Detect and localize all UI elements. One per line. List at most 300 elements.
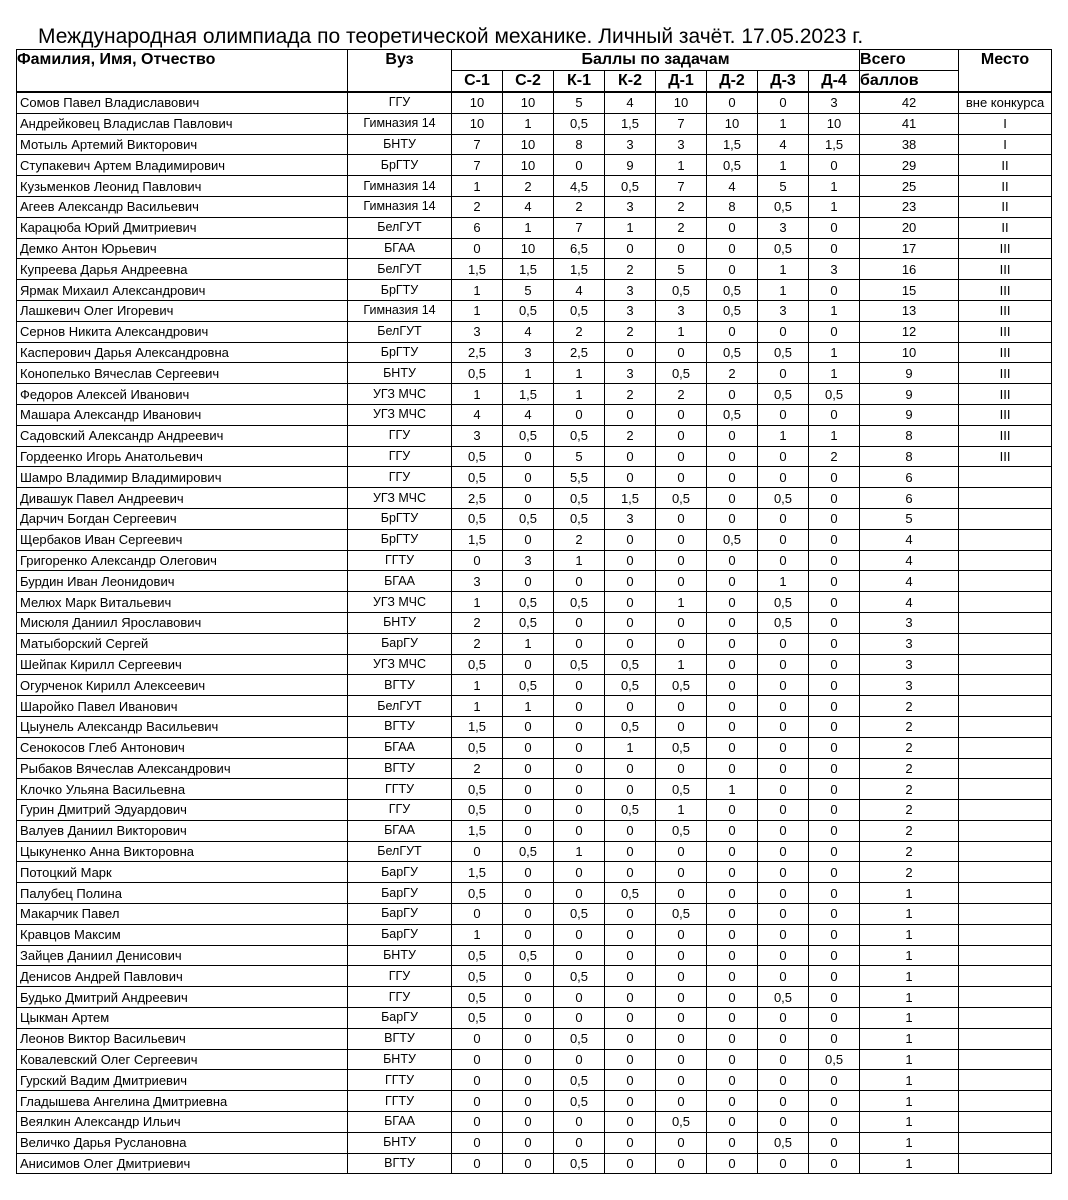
table-row — [17, 1070, 1052, 1091]
cell-score: 0,5 — [554, 488, 605, 509]
cell-total: 8 — [860, 425, 959, 446]
cell-place: III — [959, 446, 1052, 467]
cell-score: 7 — [656, 176, 707, 197]
cell-score: 3 — [656, 134, 707, 155]
cell-score: 0 — [758, 446, 809, 467]
cell-score: 1 — [452, 176, 503, 197]
cell-score: 0 — [503, 1112, 554, 1133]
table-row — [17, 571, 1052, 592]
cell-total: 29 — [860, 155, 959, 176]
table-header — [17, 50, 1052, 93]
cell-name: Будько Дмитрий Андреевич — [17, 987, 348, 1008]
cell-total: 41 — [860, 113, 959, 134]
cell-score: 0 — [656, 1028, 707, 1049]
cell-score: 0 — [809, 592, 860, 613]
cell-total: 1 — [860, 1132, 959, 1153]
cell-score: 0 — [605, 779, 656, 800]
cell-score: 0 — [656, 1153, 707, 1174]
cell-score: 0,5 — [758, 384, 809, 405]
cell-score: 9 — [605, 155, 656, 176]
cell-score: 0 — [503, 966, 554, 987]
cell-score: 0,5 — [503, 841, 554, 862]
header-place: Место — [959, 50, 1052, 93]
cell-total: 1 — [860, 904, 959, 925]
cell-score: 0 — [809, 571, 860, 592]
cell-university: ГГТУ — [348, 1070, 452, 1091]
cell-score: 0 — [554, 1008, 605, 1029]
cell-score: 0 — [707, 592, 758, 613]
table-row — [17, 592, 1052, 613]
table-row — [17, 363, 1052, 384]
cell-score: 10 — [503, 238, 554, 259]
cell-university: ГГУ — [348, 800, 452, 821]
cell-name: Демко Антон Юрьевич — [17, 238, 348, 259]
cell-score: 0 — [503, 737, 554, 758]
table-row — [17, 1153, 1052, 1174]
cell-score: 1,5 — [452, 820, 503, 841]
cell-name: Шаройко Павел Иванович — [17, 696, 348, 717]
cell-total: 6 — [860, 467, 959, 488]
cell-score: 0 — [656, 716, 707, 737]
cell-score: 0 — [503, 1153, 554, 1174]
header-scores-group: Баллы по задачам — [452, 50, 860, 71]
cell-score: 0 — [707, 737, 758, 758]
cell-score: 1 — [656, 321, 707, 342]
cell-name: Конопелько Вячеслав Сергеевич — [17, 363, 348, 384]
cell-score: 0 — [656, 571, 707, 592]
cell-score: 0 — [554, 779, 605, 800]
cell-score: 7 — [656, 113, 707, 134]
cell-score: 0,5 — [452, 987, 503, 1008]
cell-score: 1 — [758, 425, 809, 446]
cell-score: 0 — [656, 633, 707, 654]
cell-score: 0 — [758, 654, 809, 675]
cell-total: 1 — [860, 945, 959, 966]
cell-score: 0 — [605, 1028, 656, 1049]
cell-score: 0 — [809, 238, 860, 259]
cell-score: 0 — [452, 1153, 503, 1174]
cell-score: 0 — [707, 508, 758, 529]
cell-name: Сенокосов Глеб Антонович — [17, 737, 348, 758]
cell-total: 2 — [860, 779, 959, 800]
cell-score: 4 — [554, 280, 605, 301]
cell-score: 0,5 — [452, 800, 503, 821]
cell-score: 0 — [707, 612, 758, 633]
cell-total: 1 — [860, 966, 959, 987]
cell-place — [959, 1112, 1052, 1133]
cell-score: 0 — [605, 904, 656, 925]
cell-score: 0 — [707, 259, 758, 280]
cell-score: 0,5 — [707, 155, 758, 176]
table-row — [17, 800, 1052, 821]
cell-score: 0,5 — [656, 280, 707, 301]
cell-score: 10 — [452, 92, 503, 113]
cell-score: 7 — [452, 155, 503, 176]
cell-score: 0 — [809, 820, 860, 841]
header-total: Всего — [860, 50, 959, 71]
cell-university: БГАА — [348, 571, 452, 592]
cell-place: III — [959, 384, 1052, 405]
cell-university: БГАА — [348, 1112, 452, 1133]
cell-score: 0 — [758, 1112, 809, 1133]
cell-score: 0 — [656, 342, 707, 363]
cell-score: 3 — [503, 550, 554, 571]
cell-score: 1 — [554, 363, 605, 384]
cell-score: 0 — [707, 321, 758, 342]
cell-score: 0 — [809, 508, 860, 529]
cell-score: 0 — [656, 467, 707, 488]
cell-score: 0,5 — [758, 1132, 809, 1153]
cell-university: Гимназия 14 — [348, 113, 452, 134]
cell-total: 3 — [860, 675, 959, 696]
cell-name: Величко Дарья Руслановна — [17, 1132, 348, 1153]
cell-score: 1,5 — [452, 716, 503, 737]
table-row — [17, 841, 1052, 862]
cell-score: 0 — [707, 1112, 758, 1133]
cell-score: 0 — [809, 654, 860, 675]
cell-place: вне конкурса — [959, 92, 1052, 113]
cell-total: 4 — [860, 592, 959, 613]
cell-score: 0 — [554, 696, 605, 717]
cell-score: 0,5 — [656, 488, 707, 509]
cell-score: 0 — [656, 924, 707, 945]
table-row — [17, 404, 1052, 425]
cell-name: Валуев Даниил Викторович — [17, 820, 348, 841]
cell-place — [959, 1132, 1052, 1153]
cell-score: 0,5 — [758, 238, 809, 259]
cell-place — [959, 1028, 1052, 1049]
cell-score: 0 — [605, 550, 656, 571]
cell-score: 0 — [707, 217, 758, 238]
cell-score: 0 — [554, 571, 605, 592]
cell-score: 10 — [503, 155, 554, 176]
cell-university: БарГУ — [348, 862, 452, 883]
cell-score: 0 — [656, 529, 707, 550]
cell-name: Сернов Никита Александрович — [17, 321, 348, 342]
cell-total: 2 — [860, 800, 959, 821]
cell-score: 0 — [758, 945, 809, 966]
cell-score: 0 — [605, 1153, 656, 1174]
cell-score: 0 — [809, 321, 860, 342]
cell-score: 0 — [707, 945, 758, 966]
cell-score: 0 — [809, 862, 860, 883]
table-row — [17, 425, 1052, 446]
cell-score: 10 — [809, 113, 860, 134]
cell-score: 0 — [707, 384, 758, 405]
cell-university: БГАА — [348, 820, 452, 841]
cell-score: 0 — [656, 883, 707, 904]
cell-name: Огурченок Кирилл Алексеевич — [17, 675, 348, 696]
cell-university: БарГУ — [348, 904, 452, 925]
cell-score: 1 — [503, 696, 554, 717]
cell-score: 0 — [809, 217, 860, 238]
cell-score: 5,5 — [554, 467, 605, 488]
cell-place: III — [959, 259, 1052, 280]
cell-score: 0 — [503, 1008, 554, 1029]
cell-name: Денисов Андрей Павлович — [17, 966, 348, 987]
cell-score: 0,5 — [554, 113, 605, 134]
cell-score: 5 — [554, 92, 605, 113]
table-row — [17, 342, 1052, 363]
cell-score: 0 — [707, 488, 758, 509]
cell-score: 0 — [758, 508, 809, 529]
cell-score: 0 — [554, 1132, 605, 1153]
cell-score: 0 — [605, 1112, 656, 1133]
header-task: Д-2 — [707, 71, 758, 93]
cell-score: 8 — [707, 196, 758, 217]
cell-score: 0 — [452, 1028, 503, 1049]
cell-score: 0 — [809, 758, 860, 779]
cell-score: 4 — [503, 404, 554, 425]
cell-score: 0,5 — [452, 883, 503, 904]
cell-university: ГГТУ — [348, 1091, 452, 1112]
cell-score: 10 — [707, 113, 758, 134]
cell-score: 1 — [656, 592, 707, 613]
cell-score: 0,5 — [452, 654, 503, 675]
cell-score: 0 — [707, 883, 758, 904]
cell-score: 0 — [758, 1049, 809, 1070]
cell-score: 0 — [707, 654, 758, 675]
cell-score: 0,5 — [758, 592, 809, 613]
cell-score: 2 — [554, 321, 605, 342]
cell-score: 0 — [656, 508, 707, 529]
cell-score: 0 — [707, 571, 758, 592]
cell-score: 0 — [503, 800, 554, 821]
cell-score: 0 — [656, 696, 707, 717]
cell-total: 1 — [860, 1153, 959, 1174]
cell-score: 0 — [656, 1008, 707, 1029]
cell-score: 0,5 — [452, 945, 503, 966]
cell-score: 2 — [452, 612, 503, 633]
table-row — [17, 612, 1052, 633]
cell-score: 0,5 — [503, 425, 554, 446]
cell-university: БарГУ — [348, 1008, 452, 1029]
cell-score: 0,5 — [554, 904, 605, 925]
cell-score: 0 — [605, 924, 656, 945]
cell-score: 0,5 — [758, 612, 809, 633]
cell-score: 0 — [758, 800, 809, 821]
header-name: Фамилия, Имя, Отчество — [17, 50, 348, 93]
cell-score: 0 — [758, 550, 809, 571]
cell-total: 1 — [860, 1070, 959, 1091]
cell-score: 3 — [809, 259, 860, 280]
cell-score: 0 — [656, 966, 707, 987]
cell-score: 0 — [809, 904, 860, 925]
cell-name: Рыбаков Вячеслав Александрович — [17, 758, 348, 779]
cell-score: 0 — [809, 675, 860, 696]
cell-score: 0,5 — [554, 966, 605, 987]
cell-place — [959, 675, 1052, 696]
cell-total: 1 — [860, 987, 959, 1008]
cell-score: 0 — [758, 862, 809, 883]
table-row — [17, 1132, 1052, 1153]
cell-total: 8 — [860, 446, 959, 467]
cell-score: 0 — [707, 904, 758, 925]
cell-score: 0 — [656, 758, 707, 779]
cell-score: 0 — [758, 737, 809, 758]
cell-name: Ступакевич Артем Владимирович — [17, 155, 348, 176]
cell-name: Федоров Алексей Иванович — [17, 384, 348, 405]
cell-score: 1,5 — [503, 259, 554, 280]
cell-total: 20 — [860, 217, 959, 238]
cell-score: 0 — [809, 488, 860, 509]
cell-score: 0 — [707, 1153, 758, 1174]
cell-score: 0,5 — [503, 592, 554, 613]
cell-total: 42 — [860, 92, 959, 113]
cell-score: 1 — [809, 176, 860, 197]
cell-score: 1,5 — [503, 384, 554, 405]
cell-score: 0 — [809, 779, 860, 800]
cell-score: 0 — [554, 758, 605, 779]
cell-place: II — [959, 155, 1052, 176]
cell-total: 17 — [860, 238, 959, 259]
cell-score: 0 — [707, 966, 758, 987]
cell-total: 1 — [860, 883, 959, 904]
cell-university: БНТУ — [348, 612, 452, 633]
cell-score: 0,5 — [452, 1008, 503, 1029]
cell-score: 0 — [503, 862, 554, 883]
cell-score: 1 — [809, 425, 860, 446]
cell-score: 1 — [554, 384, 605, 405]
cell-total: 1 — [860, 1028, 959, 1049]
cell-score: 1 — [758, 155, 809, 176]
cell-score: 3 — [605, 508, 656, 529]
cell-score: 0 — [809, 945, 860, 966]
cell-score: 0,5 — [605, 675, 656, 696]
cell-name: Гурин Дмитрий Эдуардович — [17, 800, 348, 821]
cell-score: 0 — [809, 1091, 860, 1112]
cell-score: 0,5 — [503, 675, 554, 696]
cell-place — [959, 1091, 1052, 1112]
cell-university: Гимназия 14 — [348, 176, 452, 197]
table-row — [17, 92, 1052, 113]
cell-place — [959, 924, 1052, 945]
cell-score: 0 — [707, 1028, 758, 1049]
cell-score: 1,5 — [809, 134, 860, 155]
cell-score: 0 — [809, 550, 860, 571]
header-task: Д-3 — [758, 71, 809, 93]
cell-name: Сомов Павел Владиславович — [17, 92, 348, 113]
cell-score: 8 — [554, 134, 605, 155]
table-row — [17, 1091, 1052, 1112]
cell-university: ГГТУ — [348, 779, 452, 800]
cell-score: 1,5 — [554, 259, 605, 280]
cell-score: 1 — [452, 300, 503, 321]
table-row — [17, 300, 1052, 321]
cell-score: 0,5 — [554, 1070, 605, 1091]
cell-university: БНТУ — [348, 134, 452, 155]
cell-score: 0 — [605, 238, 656, 259]
cell-score: 1 — [452, 384, 503, 405]
cell-total: 3 — [860, 633, 959, 654]
cell-score: 0 — [605, 1132, 656, 1153]
table-row — [17, 113, 1052, 134]
cell-score: 0,5 — [758, 342, 809, 363]
cell-score: 1 — [656, 654, 707, 675]
cell-score: 0 — [707, 550, 758, 571]
cell-name: Цыунель Александр Васильевич — [17, 716, 348, 737]
cell-name: Григоренко Александр Олегович — [17, 550, 348, 571]
cell-score: 7 — [452, 134, 503, 155]
cell-university: БГАА — [348, 238, 452, 259]
cell-place: III — [959, 300, 1052, 321]
cell-name: Палубец Полина — [17, 883, 348, 904]
cell-score: 0 — [758, 716, 809, 737]
cell-university: БелГУТ — [348, 841, 452, 862]
cell-score: 0 — [707, 238, 758, 259]
results-table — [16, 49, 1052, 1174]
cell-total: 2 — [860, 758, 959, 779]
cell-score: 0 — [758, 363, 809, 384]
cell-name: Ярмак Михаил Александрович — [17, 280, 348, 301]
cell-score: 0 — [554, 612, 605, 633]
cell-university: БрГТУ — [348, 508, 452, 529]
cell-total: 9 — [860, 363, 959, 384]
cell-score: 0 — [707, 1132, 758, 1153]
cell-score: 1,5 — [452, 259, 503, 280]
cell-place — [959, 904, 1052, 925]
cell-score: 0 — [452, 841, 503, 862]
cell-score: 0,5 — [809, 1049, 860, 1070]
cell-university: БелГУТ — [348, 259, 452, 280]
cell-score: 6,5 — [554, 238, 605, 259]
cell-score: 0,5 — [758, 488, 809, 509]
cell-place — [959, 1153, 1052, 1174]
cell-name: Бурдин Иван Леонидович — [17, 571, 348, 592]
cell-score: 0,5 — [452, 779, 503, 800]
cell-score: 2,5 — [452, 342, 503, 363]
cell-university: ВГТУ — [348, 758, 452, 779]
cell-score: 3 — [503, 342, 554, 363]
cell-score: 0 — [656, 425, 707, 446]
cell-place — [959, 883, 1052, 904]
cell-score: 0 — [707, 862, 758, 883]
cell-score: 0,5 — [452, 966, 503, 987]
cell-name: Леонов Виктор Васильевич — [17, 1028, 348, 1049]
cell-place: II — [959, 176, 1052, 197]
cell-score: 0 — [707, 1091, 758, 1112]
cell-score: 0,5 — [554, 1028, 605, 1049]
table-row — [17, 966, 1052, 987]
cell-score: 2 — [554, 196, 605, 217]
cell-score: 4,5 — [554, 176, 605, 197]
cell-score: 1 — [452, 696, 503, 717]
cell-total: 2 — [860, 716, 959, 737]
cell-score: 1 — [707, 779, 758, 800]
cell-place — [959, 488, 1052, 509]
header-task: Д-4 — [809, 71, 860, 93]
cell-name: Клочко Ульяна Васильевна — [17, 779, 348, 800]
cell-university: БарГУ — [348, 883, 452, 904]
table-row — [17, 280, 1052, 301]
cell-score: 0 — [707, 841, 758, 862]
cell-place — [959, 1008, 1052, 1029]
table-row — [17, 1008, 1052, 1029]
cell-score: 0 — [503, 758, 554, 779]
cell-total: 2 — [860, 696, 959, 717]
header-total-line2: баллов — [860, 71, 959, 93]
cell-name: Агеев Александр Васильевич — [17, 196, 348, 217]
cell-place — [959, 987, 1052, 1008]
cell-score: 0 — [809, 883, 860, 904]
cell-score: 1 — [554, 550, 605, 571]
cell-score: 10 — [503, 134, 554, 155]
cell-score: 0 — [707, 987, 758, 1008]
cell-score: 0 — [707, 758, 758, 779]
cell-score: 0 — [656, 1132, 707, 1153]
cell-total: 9 — [860, 384, 959, 405]
table-row — [17, 176, 1052, 197]
